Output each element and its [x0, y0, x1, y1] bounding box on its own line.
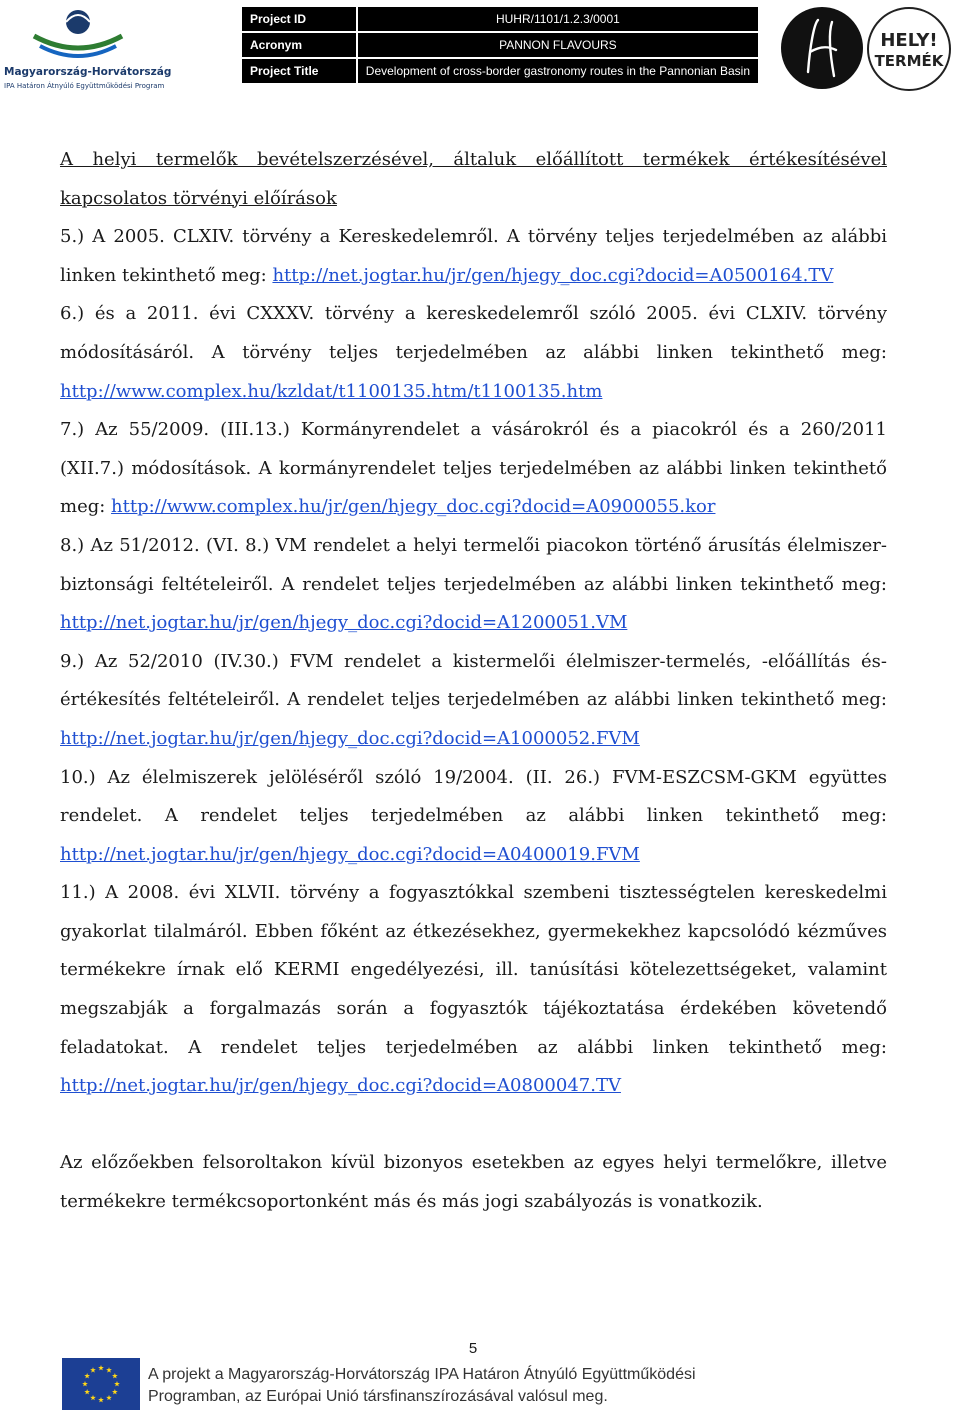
- h-monogram-logo-icon: [780, 6, 864, 90]
- program-logo-mark-icon: [30, 6, 126, 60]
- project-title-row: [241, 58, 759, 84]
- law-item-10: [60, 759, 887, 875]
- footer-line-2: Programban, az Európai Unió társfinanszírozásával valósul meg.: [148, 1388, 608, 1405]
- law-item-8: [60, 527, 887, 643]
- law-item-text: 8.) Az 51/2012. (VI. 8.) VM rendelet a helyi termelői piacokon történő árusítás élelmiszer-biztonsági feltételeiről. A rendelet teljes terjedelmében az alábbi linken tekinthető meg:: [60, 534, 887, 595]
- project-info-table: [240, 5, 760, 85]
- law-item-text: 9.) Az 52/2010 (IV.30.) FVM rendelet a kistermelői élelmiszer-termelés, -előállítás és-értékesítés feltételeiről. A rendelet teljes terjedelmében az alábbi linken tekinthető meg:: [60, 650, 887, 711]
- law-link[interactable]: http://net.jogtar.hu/jr/gen/hjegy_doc.cgi?docid=A0500164.TV: [272, 264, 834, 286]
- program-logo-title: Magyarország-Horvátország: [4, 66, 172, 78]
- helyi-logo-line1: HELY!: [880, 30, 938, 51]
- acronym-value: PANNON FLAVOURS: [357, 32, 759, 58]
- law-item-7: [60, 411, 887, 527]
- helyi-termek-badge-icon: [866, 6, 952, 92]
- page-number: 5: [468, 1340, 478, 1357]
- law-link[interactable]: http://net.jogtar.hu/jr/gen/hjegy_doc.cgi?docid=A1200051.VM: [60, 612, 628, 634]
- paragraph-gap: [60, 1106, 887, 1145]
- law-link[interactable]: http://www.complex.hu/jr/gen/hjegy_doc.cgi?docid=A0900055.kor: [111, 496, 716, 518]
- law-item-11: [60, 874, 887, 1106]
- footer-line-1: A projekt a Magyarország-Horvátország IPA Határon Átnyúló Együttműködési: [148, 1366, 696, 1383]
- law-link[interactable]: http://net.jogtar.hu/jr/gen/hjegy_doc.cgi?docid=A0800047.TV: [60, 1075, 621, 1097]
- law-item-text: 5.) A 2005. CLXIV. törvény a Kereskedelemről. A törvény teljes terjedelmében az alábbi linken tekinthető meg:: [60, 226, 887, 286]
- law-item-text: 7.) Az 55/2009. (III.13.) Kormányrendelet a vásárokról és a piacokról és a 260/2011 (XII.7.) módosítások. A kormányrendelet teljes terjedelmében az alábbi linken tekinthető meg:: [60, 419, 887, 518]
- law-link[interactable]: http://net.jogtar.hu/jr/gen/hjegy_doc.cgi?docid=A0400019.FVM: [60, 843, 640, 865]
- law-item-text: 10.) Az élelmiszerek jelöléséről szóló 19/2004. (II. 26.) FVM-ESZCSM-GKM együttes rendelet. A rendelet teljes terjedelmében az alábbi linken tekinthető meg:: [60, 766, 887, 827]
- program-logo-subtitle: IPA Határon Átnyúló Együttműködési Program: [4, 82, 165, 90]
- helyi-termek-logo: [866, 6, 952, 92]
- eu-flag-icon: [62, 1358, 140, 1410]
- section-heading: A helyi termelők bevételszerzésével, általuk előállított termékek értékesítésével kapcsolatos törvényi előírások: [60, 149, 887, 209]
- footer-funding-note: [148, 1364, 696, 1408]
- acronym-label: Acronym: [241, 32, 357, 58]
- law-link[interactable]: http://www.complex.hu/kzldat/t1100135.htm/t1100135.htm: [60, 380, 603, 402]
- document-body: [60, 141, 887, 1222]
- project-id-value: HUHR/1101/1.2.3/0001: [357, 6, 759, 32]
- project-id-row: [241, 6, 759, 32]
- law-item-6: [60, 295, 887, 411]
- acronym-row: [241, 32, 759, 58]
- project-title-value: Development of cross-border gastronomy routes in the Pannonian Basin: [357, 58, 759, 84]
- closing-paragraph: Az előzőekben felsoroltakon kívül bizonyos esetekben az egyes helyi termelőkre, illetve termékekre termékcsoportonként más és más jogi szabályozás is vonatkozik.: [60, 1152, 887, 1213]
- law-link[interactable]: http://net.jogtar.hu/jr/gen/hjegy_doc.cgi?docid=A1000052.FVM: [60, 727, 640, 749]
- law-item-5: [60, 218, 887, 295]
- law-item-text: 6.) és a 2011. évi CXXXV. törvény a kereskedelemről szóló 2005. évi CLXIV. törvény módosításáról. A törvény teljes terjedelmében az alábbi linken tekinthető meg:: [60, 303, 887, 363]
- program-logo: [0, 0, 172, 100]
- law-item-text: 11.) A 2008. évi XLVII. törvény a fogyasztókkal szembeni tisztességtelen kereskedelmi gyakorlat tilalmáról. Ebben főként az étkezésekhez, gyermekekhez kapcsolódó kézműves termékekre írnak elő KERMI engedélyezési, ill. tanúsítási kötelezettségeket, valamint megszabják a forgalmazás során a fogyasztók tájékoztatása érdekében követendő feladatokat. A rendelet teljes terjedelmében az alábbi linken tekinthető meg:: [60, 882, 887, 1058]
- law-item-9: [60, 643, 887, 759]
- project-title-label: Project Title: [241, 58, 357, 84]
- helyi-logo-line2: TERMÉK: [874, 52, 944, 70]
- project-id-label: Project ID: [241, 6, 357, 32]
